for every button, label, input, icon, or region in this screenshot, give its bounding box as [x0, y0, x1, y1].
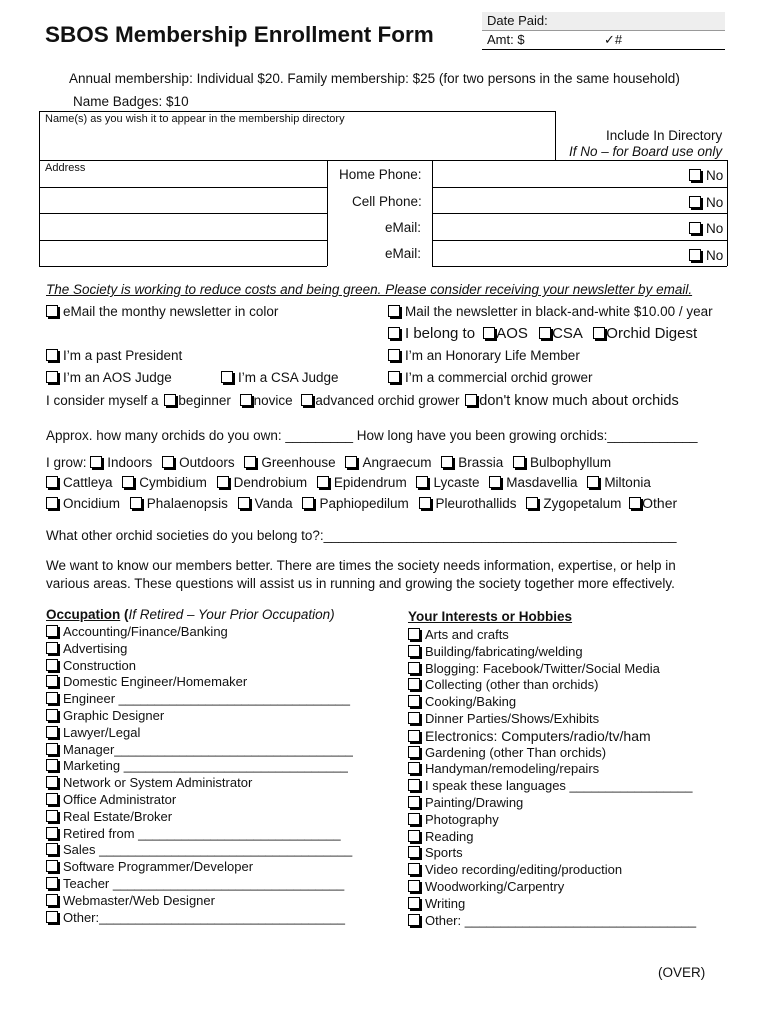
- checkbox-icon[interactable]: [221, 371, 233, 383]
- checkbox-icon[interactable]: [408, 730, 420, 742]
- checkbox-icon[interactable]: [238, 497, 250, 509]
- checkbox-icon[interactable]: [489, 476, 501, 488]
- checkbox-icon[interactable]: [408, 880, 420, 892]
- list-item[interactable]: Writing: [408, 896, 696, 913]
- checkbox-icon[interactable]: [408, 846, 420, 858]
- interests-heading: Your Interests or Hobbies: [408, 609, 573, 624]
- checkbox-icon[interactable]: [408, 779, 420, 791]
- checkbox-icon[interactable]: [301, 394, 313, 406]
- checkbox-icon[interactable]: [408, 628, 420, 640]
- experience-row: I consider myself a beginner novice advanced orchid grower don't know much about orchids: [46, 393, 679, 409]
- checkbox-icon[interactable]: [164, 394, 176, 406]
- checkbox-icon[interactable]: [388, 305, 400, 317]
- list-item[interactable]: Gardening (other Than orchids): [408, 745, 696, 762]
- approx-orchids-question[interactable]: Approx. how many orchids do you own: _________ How long have you been growing orchids:____________: [46, 428, 698, 443]
- checkbox-icon[interactable]: [130, 497, 142, 509]
- checkbox-icon[interactable]: [539, 327, 551, 339]
- include-directory-label: Include In Directory: [606, 128, 723, 143]
- list-item[interactable]: Sales ___________________________________: [46, 842, 353, 859]
- checkbox-icon[interactable]: [46, 305, 58, 317]
- checkbox-icon[interactable]: [46, 743, 58, 755]
- list-item[interactable]: Office Administrator: [46, 792, 353, 809]
- know-members-line1: We want to know our members better. There are times the society needs information, expertise, or help in: [46, 558, 676, 573]
- checkbox-icon[interactable]: [46, 497, 58, 509]
- checkbox-icon[interactable]: [122, 476, 134, 488]
- checkbox-icon[interactable]: [416, 476, 428, 488]
- list-item[interactable]: Reading: [408, 829, 696, 846]
- list-item[interactable]: Sports: [408, 845, 696, 862]
- home-phone-label: Home Phone:: [339, 167, 422, 182]
- checkbox-icon[interactable]: [408, 897, 420, 909]
- checkbox-icon[interactable]: [513, 456, 525, 468]
- checkbox-icon[interactable]: [46, 625, 58, 637]
- list-item[interactable]: Dinner Parties/Shows/Exhibits: [408, 711, 696, 728]
- checkbox-icon[interactable]: [46, 860, 58, 872]
- checkbox-icon[interactable]: [46, 692, 58, 704]
- list-item[interactable]: Engineer ________________________________: [46, 691, 353, 708]
- list-item[interactable]: I speak these languages _________________: [408, 778, 696, 795]
- checkbox-icon[interactable]: [629, 497, 641, 509]
- email1-label: eMail:: [385, 220, 422, 235]
- checkbox-icon[interactable]: [46, 843, 58, 855]
- list-item[interactable]: Manager_________________________________: [46, 742, 353, 759]
- checkbox-icon[interactable]: [46, 476, 58, 488]
- checkbox-icon[interactable]: [408, 712, 420, 724]
- checkbox-icon[interactable]: [388, 349, 400, 361]
- checkbox-icon[interactable]: [46, 675, 58, 687]
- list-item[interactable]: Webmaster/Web Designer: [46, 893, 353, 910]
- checkbox-icon[interactable]: [388, 371, 400, 383]
- aos-judge-option[interactable]: I’m an AOS Judge: [46, 370, 172, 385]
- grow-row-1: I grow: Indoors Outdoors Greenhouse Angraecum Brassia Bulbophyllum: [46, 455, 612, 470]
- checkbox-icon[interactable]: [90, 456, 102, 468]
- list-item[interactable]: Painting/Drawing: [408, 795, 696, 812]
- checkbox-icon[interactable]: [689, 249, 701, 261]
- address-label: Address: [45, 162, 86, 174]
- list-item[interactable]: Real Estate/Broker: [46, 809, 353, 826]
- list-item[interactable]: Building/fabricating/welding: [408, 644, 696, 661]
- occupation-list: [46, 624, 353, 926]
- list-item[interactable]: Video recording/editing/production: [408, 862, 696, 879]
- checkbox-icon[interactable]: [408, 830, 420, 842]
- list-item[interactable]: Advertising: [46, 641, 353, 658]
- checkbox-icon[interactable]: [408, 863, 420, 875]
- checkbox-icon[interactable]: [408, 678, 420, 690]
- checkbox-icon[interactable]: [689, 222, 701, 234]
- belong-to-row: I belong to AOS CSA Orchid Digest: [388, 325, 697, 342]
- no-option-cell[interactable]: No: [689, 195, 723, 210]
- checkbox-icon[interactable]: [408, 762, 420, 774]
- list-item[interactable]: Accounting/Finance/Banking: [46, 624, 353, 641]
- list-item[interactable]: Electronics: Computers/radio/tv/ham: [408, 728, 696, 745]
- checkbox-icon[interactable]: [483, 327, 495, 339]
- checkbox-icon[interactable]: [345, 456, 357, 468]
- list-item[interactable]: Cooking/Baking: [408, 694, 696, 711]
- checkbox-icon[interactable]: [388, 327, 400, 339]
- checkbox-icon[interactable]: [408, 813, 420, 825]
- csa-judge-option[interactable]: I’m a CSA Judge: [221, 370, 339, 385]
- list-item[interactable]: Photography: [408, 812, 696, 829]
- checkbox-icon[interactable]: [46, 349, 58, 361]
- list-item[interactable]: Collecting (other than orchids): [408, 677, 696, 694]
- list-item[interactable]: Construction: [46, 658, 353, 675]
- list-item[interactable]: Teacher ________________________________: [46, 876, 353, 893]
- checkbox-icon[interactable]: [465, 394, 477, 406]
- other-societies-question[interactable]: What other orchid societies do you belong to?:_______________________________________________: [46, 528, 677, 543]
- membership-fees: Annual membership: Individual $20. Family membership: $25 (for two persons in the same household): [69, 71, 680, 86]
- checkbox-icon[interactable]: [244, 456, 256, 468]
- checkbox-icon[interactable]: [46, 827, 58, 839]
- no-option-home[interactable]: No: [689, 168, 723, 183]
- list-item[interactable]: Software Programmer/Developer: [46, 859, 353, 876]
- checkbox-icon[interactable]: [240, 394, 252, 406]
- email-newsletter-option[interactable]: eMail the monthy newsletter in color: [46, 304, 278, 319]
- date-paid-label: Date Paid:: [487, 13, 548, 28]
- checkbox-icon[interactable]: [162, 456, 174, 468]
- checkbox-icon[interactable]: [408, 695, 420, 707]
- checkbox-icon[interactable]: [526, 497, 538, 509]
- checkbox-icon[interactable]: [593, 327, 605, 339]
- list-item[interactable]: Marketing _______________________________: [46, 758, 353, 775]
- checkbox-icon[interactable]: [46, 642, 58, 654]
- know-members-line2: various areas. These questions will assist us in running and growing the society together more effectively.: [46, 576, 675, 591]
- checkbox-icon[interactable]: [46, 877, 58, 889]
- mail-newsletter-option[interactable]: Mail the newsletter in black-and-white $10.00 / year: [388, 304, 713, 319]
- checkbox-icon[interactable]: [408, 746, 420, 758]
- commercial-grower-option[interactable]: I’m a commercial orchid grower: [388, 370, 593, 385]
- amount-label: Amt: $: [487, 32, 525, 47]
- checkbox-icon[interactable]: [689, 196, 701, 208]
- checkbox-icon[interactable]: [46, 371, 58, 383]
- checkbox-icon[interactable]: [46, 726, 58, 738]
- checkbox-icon[interactable]: [46, 659, 58, 671]
- grow-row-2: Cattleya Cymbidium Dendrobium Epidendrum Lycaste Masdavellia Miltonia: [46, 475, 651, 490]
- checkbox-icon[interactable]: [46, 793, 58, 805]
- checkbox-icon[interactable]: [587, 476, 599, 488]
- occupation-heading: Occupation (If Retired – Your Prior Occupation): [46, 607, 335, 622]
- green-note: The Society is working to reduce costs and being green. Please consider receiving your newsletter by email.: [46, 282, 693, 297]
- names-label: Name(s) as you wish it to appear in the membership directory: [45, 113, 345, 125]
- checkbox-icon[interactable]: [408, 645, 420, 657]
- list-item[interactable]: Network or System Administrator: [46, 775, 353, 792]
- checkbox-icon[interactable]: [46, 894, 58, 906]
- checkbox-icon[interactable]: [46, 776, 58, 788]
- checkbox-icon[interactable]: [408, 914, 420, 926]
- list-item[interactable]: Domestic Engineer/Homemaker: [46, 674, 353, 691]
- past-president-option[interactable]: I’m a past President: [46, 348, 182, 363]
- office-use-box: [482, 12, 725, 50]
- no-option-email1[interactable]: No: [689, 221, 723, 236]
- checkbox-icon[interactable]: [46, 709, 58, 721]
- list-item[interactable]: Arts and crafts: [408, 627, 696, 644]
- checkbox-icon[interactable]: [408, 796, 420, 808]
- checkbox-icon[interactable]: [689, 169, 701, 181]
- checkbox-icon[interactable]: [46, 759, 58, 771]
- list-item[interactable]: Blogging: Facebook/Twitter/Social Media: [408, 661, 696, 678]
- checkbox-icon[interactable]: [441, 456, 453, 468]
- grow-row-3: Oncidium Phalaenopsis Vanda Paphiopedilum Pleurothallids Zygopetalum Other: [46, 495, 677, 511]
- email2-label: eMail:: [385, 246, 422, 261]
- check-number-label: ✓#: [604, 32, 623, 47]
- list-item[interactable]: Handyman/remodeling/repairs: [408, 761, 696, 778]
- list-item[interactable]: Retired from ____________________________: [46, 826, 353, 843]
- list-item[interactable]: Graphic Designer: [46, 708, 353, 725]
- interests-list: [408, 627, 696, 929]
- checkbox-icon[interactable]: [419, 497, 431, 509]
- list-item[interactable]: Other: ________________________________: [408, 913, 696, 930]
- board-use-note: If No – for Board use only: [569, 144, 723, 159]
- cell-phone-label: Cell Phone:: [352, 194, 422, 209]
- checkbox-icon[interactable]: [217, 476, 229, 488]
- checkbox-icon[interactable]: [317, 476, 329, 488]
- honorary-member-option[interactable]: I’m an Honorary Life Member: [388, 348, 580, 363]
- over-note: (OVER): [658, 965, 706, 980]
- checkbox-icon[interactable]: [46, 911, 58, 923]
- checkbox-icon[interactable]: [302, 497, 314, 509]
- checkbox-icon[interactable]: [408, 662, 420, 674]
- no-option-email2[interactable]: No: [689, 248, 723, 263]
- badge-fee: Name Badges: $10: [73, 94, 189, 109]
- list-item[interactable]: Lawyer/Legal: [46, 725, 353, 742]
- list-item[interactable]: Other:__________________________________: [46, 910, 353, 927]
- list-item[interactable]: Woodworking/Carpentry: [408, 879, 696, 896]
- checkbox-icon[interactable]: [46, 810, 58, 822]
- form-title: SBOS Membership Enrollment Form: [45, 22, 434, 47]
